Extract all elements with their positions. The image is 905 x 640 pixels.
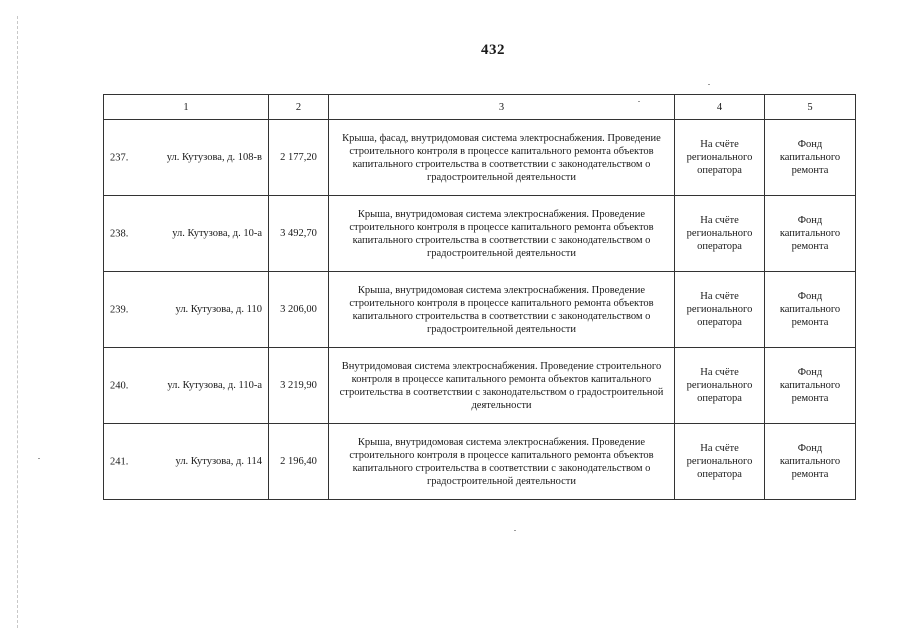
cost-cell: 2 177,20 <box>269 120 329 196</box>
address-cell <box>104 348 269 424</box>
fund-formation-cell: На счёте регионального оператора <box>675 272 765 348</box>
address-text: ул. Кутузова, д. 108-в <box>166 152 262 163</box>
cost-cell: 3 492,70 <box>269 196 329 272</box>
row-number: 238. <box>110 228 129 239</box>
works-cell: Внутридомовая система электроснабжения. Проведение строительного контроля в процессе капитального ремонта объектов капитального строительства в соответствии с законодательством о градостроительной деятельности <box>329 348 675 424</box>
scan-speck <box>514 530 516 531</box>
header-row <box>104 95 856 120</box>
address-cell <box>104 196 269 272</box>
address-cell <box>104 272 269 348</box>
scan-speck <box>708 84 710 85</box>
table-row <box>104 272 856 348</box>
fund-formation-cell: На счёте регионального оператора <box>675 424 765 500</box>
funding-source-cell: Фонд капитального ремонта <box>765 424 856 500</box>
table-row <box>104 196 856 272</box>
funding-source-cell: Фонд капитального ремонта <box>765 196 856 272</box>
header-col-2: 2 <box>269 95 329 120</box>
repair-table <box>103 94 856 500</box>
cost-cell: 3 206,00 <box>269 272 329 348</box>
address-text: ул. Кутузова, д. 10-а <box>172 228 262 239</box>
cost-cell: 3 219,90 <box>269 348 329 424</box>
works-cell: Крыша, фасад, внутридомовая система электроснабжения. Проведение строительного контроля в процессе капитального ремонта объектов капитального строительства в соответствии с законодательством о градостроительной деятельности <box>329 120 675 196</box>
table-row <box>104 424 856 500</box>
funding-source-cell: Фонд капитального ремонта <box>765 348 856 424</box>
table-row <box>104 120 856 196</box>
row-number: 239. <box>110 304 129 315</box>
header-col-5: 5 <box>765 95 856 120</box>
page-number: 432 <box>481 42 505 58</box>
header-col-3: 3 <box>329 95 675 120</box>
scan-speck <box>638 101 640 102</box>
address-cell <box>104 424 269 500</box>
works-cell: Крыша, внутридомовая система электроснабжения. Проведение строительного контроля в процессе капитального ремонта объектов капитального строительства в соответствии с законодательством о градостроительной деятельности <box>329 196 675 272</box>
table-row <box>104 348 856 424</box>
funding-source-cell: Фонд капитального ремонта <box>765 272 856 348</box>
scan-speck <box>38 458 40 459</box>
row-number: 241. <box>110 456 129 467</box>
funding-source-cell: Фонд капитального ремонта <box>765 120 856 196</box>
cost-cell: 2 196,40 <box>269 424 329 500</box>
works-cell: Крыша, внутридомовая система электроснабжения. Проведение строительного контроля в процессе капитального ремонта объектов капитального строительства в соответствии с законодательством о градостроительной деятельности <box>329 424 675 500</box>
address-text: ул. Кутузова, д. 110 <box>175 304 262 315</box>
address-text: ул. Кутузова, д. 114 <box>175 456 262 467</box>
address-text: ул. Кутузова, д. 110-а <box>167 380 262 391</box>
address-cell <box>104 120 269 196</box>
header-col-1: 1 <box>104 95 269 120</box>
works-cell: Крыша, внутридомовая система электроснабжения. Проведение строительного контроля в процессе капитального ремонта объектов капитального строительства в соответствии с законодательством о градостроительной деятельности <box>329 272 675 348</box>
scan-margin-line <box>17 16 18 628</box>
row-number: 240. <box>110 380 129 391</box>
fund-formation-cell: На счёте регионального оператора <box>675 348 765 424</box>
fund-formation-cell: На счёте регионального оператора <box>675 120 765 196</box>
header-col-4: 4 <box>675 95 765 120</box>
fund-formation-cell: На счёте регионального оператора <box>675 196 765 272</box>
row-number: 237. <box>110 152 129 163</box>
